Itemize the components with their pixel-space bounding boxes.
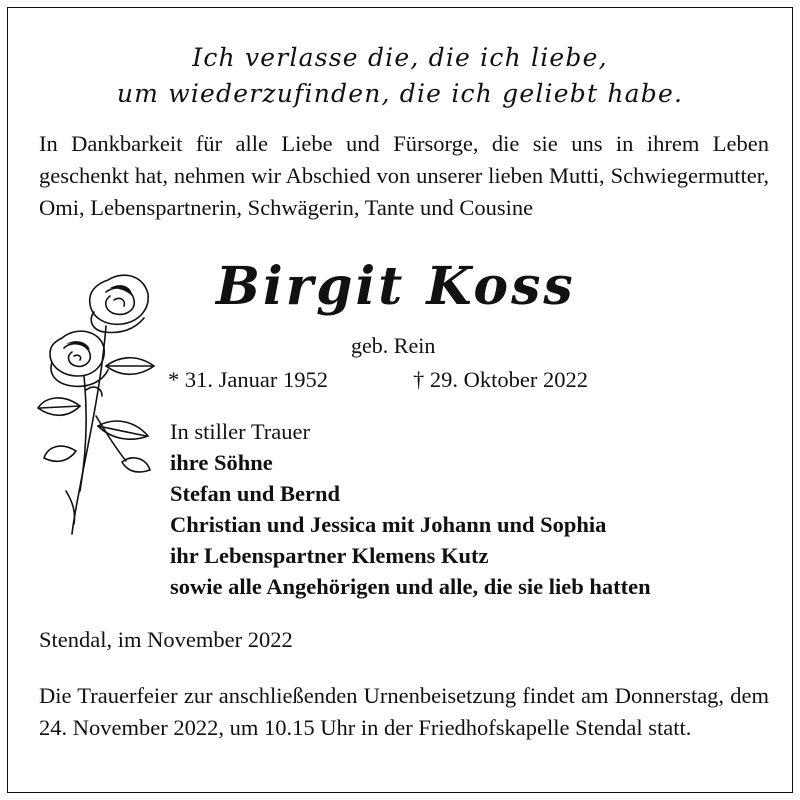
rose-illustration-icon bbox=[36, 266, 166, 541]
mourner-line: Christian und Jessica mit Johann und Sophia bbox=[170, 512, 607, 537]
funeral-details: Die Trauerfeier zur anschließenden Urnenbeisetzung findet am Donnerstag, dem 24. November 2022, um 10.15 Uhr in der Friedhofskapelle Stendal statt. bbox=[39, 683, 769, 740]
birth-date: * 31. Januar 1952 bbox=[168, 367, 328, 392]
deceased-name: Birgit Koss bbox=[216, 256, 576, 317]
mourner-line: ihr Lebenspartner Klemens Kutz bbox=[170, 543, 489, 568]
maiden-name: geb. Rein bbox=[351, 333, 436, 358]
mourner-line: ihre Söhne bbox=[170, 450, 273, 475]
quote-line-2: um wiederzufinden, die ich geliebt habe. bbox=[116, 79, 684, 108]
place-and-date: Stendal, im November 2022 bbox=[39, 627, 293, 652]
death-date: † 29. Oktober 2022 bbox=[413, 367, 588, 392]
mourners-heading: In stiller Trauer bbox=[170, 419, 310, 444]
mourner-line: sowie alle Angehörigen und alle, die sie lieb hatten bbox=[170, 574, 651, 599]
intro-paragraph: In Dankbarkeit für alle Liebe und Fürsorge, die sie uns in ihrem Leben geschenkt hat, nehmen wir Abschied von unserer lieben Mutti, Schwiegermutter, Omi, Lebenspartnerin, Schwägerin, Tante und Cousine bbox=[39, 131, 769, 220]
quote-line-1: Ich verlasse die, die ich liebe, bbox=[192, 43, 608, 72]
mourners-block bbox=[170, 416, 651, 602]
mourner-line: Stefan und Bernd bbox=[170, 481, 341, 506]
obituary-notice bbox=[7, 7, 793, 793]
